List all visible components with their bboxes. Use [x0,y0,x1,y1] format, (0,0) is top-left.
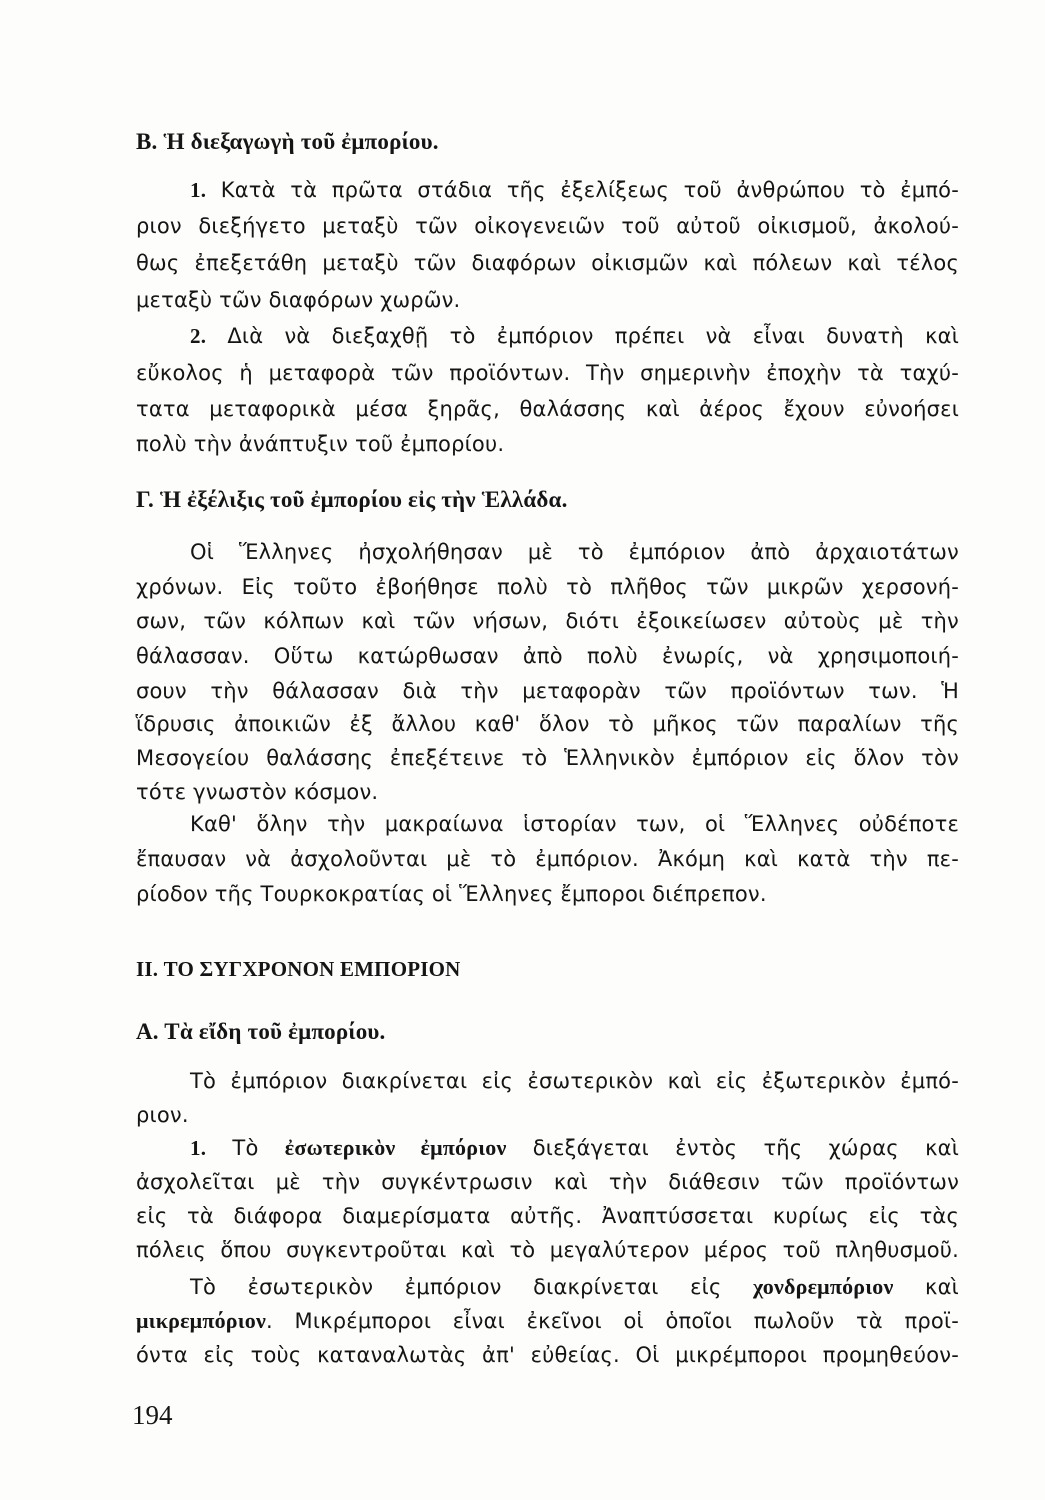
paragraph-line: 2. Διὰ νὰ διεξαχθῇ τὸ ἐμπόριον πρέπει νὰ εἶναι δυνατὴ καὶ [190,324,959,348]
paragraph-line: τατα μεταφορικὰ μέσα ξηρᾶς, θαλάσσης καὶ ἀέρος ἔχουν εὐνοήσει [136,397,959,421]
paragraph-line: όντα εἰς τοὺς καταναλωτὰς ἀπ' εὐθείας. Οἱ μικρέμποροι προμηθεύον- [136,1343,959,1367]
paragraph-line: σων, τῶν κόλπων καὶ τῶν νήσων, διότι ἐξοικείωσεν αὐτοὺς μὲ τὴν [136,609,959,633]
paragraph-line: εἰς τὰ διάφορα διαμερίσματα αὐτῆς. Ἀναπτύσσεται κυρίως εἰς τὰς [136,1204,959,1228]
section-g-heading: Γ. Ἡ ἐξέλιξις τοῦ ἐμπορίου εἰς τὴν Ἑλλάδα. [136,487,568,512]
paragraph-line: Καθ' ὅλην τὴν μακραίωνα ἱστορίαν των, οἱ Ἕλληνες οὐδέποτε [190,812,959,836]
paragraph-line: εὔκολος ἡ μεταφορὰ τῶν προϊόντων. Τὴν σημερινὴν ἐποχὴν τὰ ταχύ- [136,361,959,385]
paragraph-line: θάλασσαν. Οὕτω κατώρθωσαν ἀπὸ πολὺ ἐνωρίς, νὰ χρησιμοποιή- [136,644,959,668]
section-ii-heading: II. ΤΟ ΣΥΓΧΡΟΝΟΝ ΕΜΠΟΡΙΟΝ [136,957,461,981]
paragraph-number: 1. [190,178,207,202]
bold-term: χονδρεμπόριον [753,1274,894,1299]
paragraph-number: 2. [190,324,207,348]
paragraph-line: 1. Κατὰ τὰ πρῶτα στάδια τῆς ἐξελίξεως τοῦ ἀνθρώπου τὸ ἐμπό- [190,178,959,202]
paragraph-line: ρίοδον τῆς Τουρκοκρατίας οἱ Ἕλληνες ἔμποροι διέπρεπον. [136,882,767,906]
paragraph-line: θως ἐπεξετάθη μεταξὺ τῶν διαφόρων οἰκισμῶν καὶ πόλεων καὶ τέλος [136,251,959,275]
bold-term: ἐσωτερικὸν ἐμπόριον [284,1135,507,1160]
paragraph-line: Μεσογείου θαλάσσης ἐπεξέτεινε τὸ Ἑλληνικὸν ἐμπόριον εἰς ὅλον τὸν [136,746,959,770]
paragraph-line: ἵδρυσις ἀποικιῶν ἐξ ἄλλου καθ' ὅλον τὸ μῆκος τῶν παραλίων τῆς [136,712,959,736]
paragraph-line: ριον διεξήγετο μεταξὺ τῶν οἰκογενειῶν τοῦ αὐτοῦ οἰκισμοῦ, ἀκολού- [136,214,959,238]
page-number: 194 [132,1400,173,1430]
section-b-heading: Β. Ἡ διεξαγωγὴ τοῦ ἐμπορίου. [136,129,439,154]
paragraph-line: πολὺ τὴν ἀνάπτυξιν τοῦ ἐμπορίου. [136,432,505,456]
bold-term: μικρεμπόριον [136,1308,267,1333]
paragraph-line: Τὸ ἐσωτερικὸν ἐμπόριον διακρίνεται εἰς χονδρεμπόριον καὶ [190,1274,959,1299]
paragraph-line: ἔπαυσαν νὰ ἀσχολοῦνται μὲ τὸ ἐμπόριον. Ἀκόμη καὶ κατὰ τὴν πε- [136,847,959,871]
paragraph-line: Τὸ ἐμπόριον διακρίνεται εἰς ἐσωτερικὸν καὶ εἰς ἐξωτερικὸν ἐμπό- [190,1069,959,1093]
paragraph-line: Οἱ Ἕλληνες ἠσχολήθησαν μὲ τὸ ἐμπόριον ἀπὸ ἀρχαιοτάτων [190,540,959,564]
paragraph-line: πόλεις ὅπου συγκεντροῦται καὶ τὸ μεγαλύτερον μέρος τοῦ πληθυσμοῦ. [136,1238,959,1262]
paragraph-line: σουν τὴν θάλασσαν διὰ τὴν μεταφορὰν τῶν προϊόντων των. Ἡ [136,679,959,703]
paragraph-number: 1. [190,1136,207,1160]
paragraph-line: ριον. [136,1103,189,1127]
paragraph-line: ἀσχολεῖται μὲ τὴν συγκέντρωσιν καὶ τὴν διάθεσιν τῶν προϊόντων [136,1170,959,1194]
paragraph-line: χρόνων. Εἰς τοῦτο ἐβοήθησε πολὺ τὸ πλῆθος τῶν μικρῶν χερσονή- [136,575,959,599]
paragraph-line: 1. Τὸ ἐσωτερικὸν ἐμπόριον διεξάγεται ἐντὸς τῆς χώρας καὶ [190,1135,960,1160]
paragraph-line: μικρεμπόριον. Μικρέμποροι εἶναι ἐκεῖνοι οἱ ὁποῖοι πωλοῦν τὰ προϊ- [136,1308,959,1333]
paragraph-line: μεταξὺ τῶν διαφόρων χωρῶν. [136,288,461,312]
section-a-heading: Α. Τὰ εἴδη τοῦ ἐμπορίου. [136,1019,386,1044]
paragraph-line: τότε γνωστὸν κόσμον. [136,780,379,804]
